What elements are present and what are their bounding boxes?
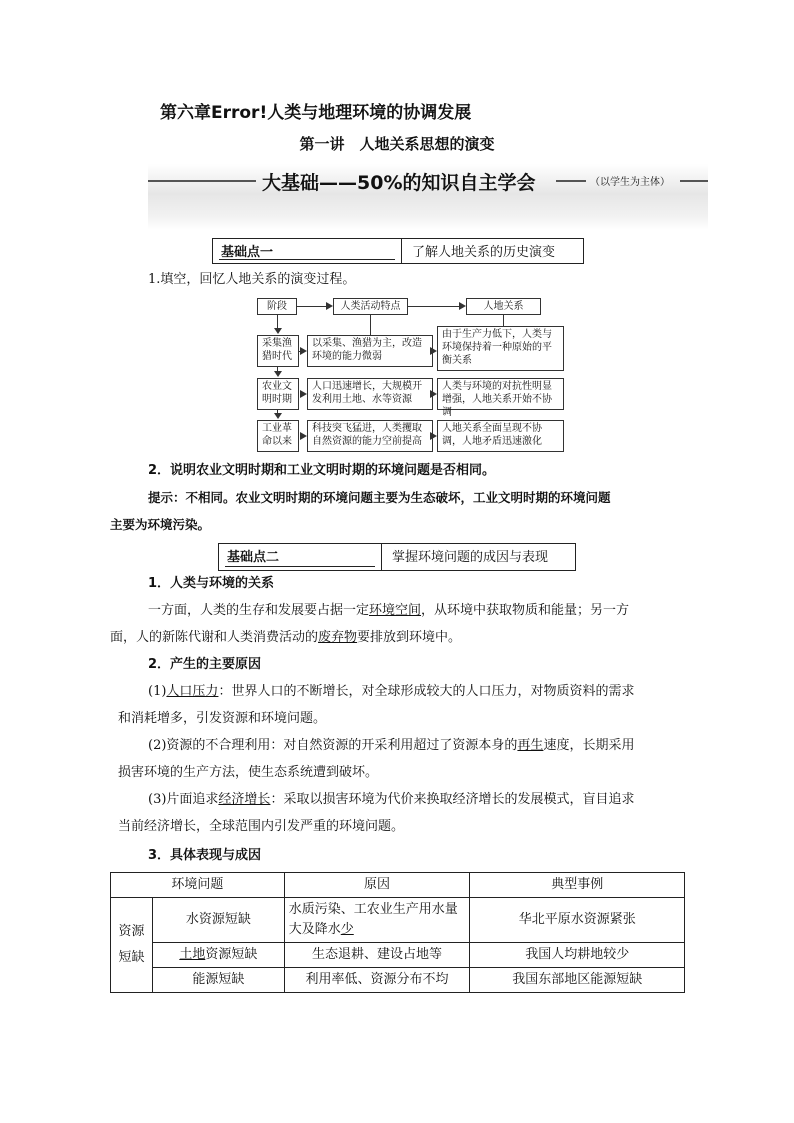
cause-item-3-cont: 当前经济增长，全球范围内引发严重的环境问题。	[118, 819, 405, 834]
arrow-icon	[300, 432, 307, 440]
arrow-down-icon	[274, 413, 282, 419]
fill-blank: 环境空间	[369, 603, 422, 618]
heading-relation: 1．人类与环境的关系	[148, 576, 275, 591]
flow-connector	[277, 315, 278, 329]
flow-activity-2: 人口迅速增长，大规模开发利用土地、水等资源	[307, 378, 433, 410]
paragraph-line: 一方面，人类的生存和发展要占据一定环境空间，从环境中获取物质和能量；另一方	[148, 603, 630, 618]
flow-stage-3: 工业革命以来	[257, 420, 299, 452]
table-header-cell: 典型事例	[470, 873, 685, 898]
cause-item-2: (2)资源的不合理利用：对自然资源的开采利用超过了资源本身的再生速度，长期采用	[148, 738, 635, 753]
knowledge-point-box-1	[212, 238, 584, 264]
cause-item-3: (3)片面追求经济增长：采取以损害环境为代价来换取经济增长的发展模式，盲目追求	[148, 792, 635, 807]
flow-activity-1: 以采集、渔猎为主，改造环境的能力微弱	[307, 335, 433, 367]
flow-stage-2: 农业文明时期	[257, 378, 299, 410]
knowledge-point-title: 掌握环境问题的成因与表现	[392, 550, 549, 565]
banner-rule-right	[556, 180, 586, 182]
banner-rule-left	[148, 180, 256, 182]
arrow-icon	[459, 302, 466, 310]
table-cell: 我国人均耕地较少	[470, 943, 685, 968]
fill-blank: 废弃物	[318, 630, 358, 645]
flow-header-relation: 人地关系	[466, 298, 541, 315]
table-cell: 利用率低、资源分布不均	[284, 968, 470, 993]
table-group-cell: 资源短缺	[111, 898, 153, 993]
flow-header-activity: 人类活动特点	[333, 298, 408, 315]
arrow-icon	[300, 390, 307, 398]
table-cell: 水质污染、工农业生产用水量大及降水少	[284, 898, 470, 943]
table-cell: 我国东部地区能源短缺	[470, 968, 685, 993]
arrow-icon	[326, 302, 333, 310]
knowledge-point-label: 基础点一	[213, 239, 402, 263]
heading-manifestations: 3．具体表现与成因	[148, 848, 262, 863]
fill-blank: 人口压力	[166, 684, 219, 699]
hint-line-1: 提示：不相同。农业文明时期的环境问题主要为生态破坏，工业文明时期的环境问题	[148, 490, 611, 505]
flow-connector	[503, 315, 504, 326]
flow-relation-2: 人类与环境的对抗性明显增强，人地关系开始不协调	[437, 378, 564, 410]
knowledge-point-title: 了解人地关系的历史演变	[412, 245, 556, 260]
flow-connector	[370, 315, 371, 335]
flow-relation-1: 由于生产力低下，人类与环境保持着一种原始的平衡关系	[437, 326, 564, 371]
table-cell: 土地资源短缺	[152, 943, 284, 968]
arrow-down-icon	[274, 371, 282, 377]
banner-rule-right-end	[680, 180, 708, 182]
section-title: 第一讲 人地关系思想的演变	[299, 135, 495, 153]
environment-problems-table	[110, 872, 685, 993]
question-1: 1.填空，回忆人地关系的演变过程。	[148, 272, 356, 287]
arrow-icon	[430, 390, 437, 398]
table-cell: 华北平原水资源紧张	[470, 898, 685, 943]
hint-line-2: 主要为环境污染。	[110, 517, 211, 532]
arrow-icon	[300, 347, 307, 355]
heading-causes: 2．产生的主要原因	[148, 657, 262, 672]
flow-activity-3: 科技突飞猛进，人类攫取自然资源的能力空前提高	[307, 420, 433, 452]
fill-blank: 少	[340, 922, 354, 937]
fill-blank: 再生	[517, 738, 544, 753]
flow-header-stage: 阶段	[257, 298, 297, 315]
question-2: 2．说明农业文明时期和工业文明时期的环境问题是否相同。	[148, 463, 496, 478]
table-header-row	[111, 873, 685, 898]
cause-item-1-cont: 和消耗增多，引发资源和环境问题。	[118, 711, 327, 726]
knowledge-point-label: 基础点二	[219, 544, 382, 570]
banner-title: 大基础——50%的知识自主学会	[262, 172, 536, 194]
flow-stage-1: 采集渔猎时代	[257, 335, 299, 367]
banner-note: （以学生为主体）	[590, 177, 670, 188]
cause-item-1: (1)人口压力：世界人口的不断增长，对全球形成较大的人口压力，对物质资料的需求	[148, 684, 635, 699]
table-cell: 生态退耕、建设占地等	[284, 943, 470, 968]
fill-blank: 经济增长	[218, 792, 271, 807]
paragraph-line: 面，人的新陈代谢和人类消费活动的废弃物要排放到环境中。	[110, 630, 462, 645]
table-row	[111, 898, 685, 943]
arrow-icon	[430, 432, 437, 440]
fill-blank: 土地	[179, 947, 206, 962]
table-row	[111, 968, 685, 993]
flow-connector	[297, 306, 327, 307]
table-row	[111, 943, 685, 968]
table-header-cell: 原因	[284, 873, 470, 898]
table-cell: 水资源短缺	[152, 898, 284, 943]
chapter-title: 第六章Error!人类与地理环境的协调发展	[160, 103, 472, 123]
arrow-down-icon	[274, 328, 282, 334]
table-header-cell: 环境问题	[111, 873, 285, 898]
flow-relation-3: 人地关系全面呈现不协调，人地矛盾迅速激化	[437, 420, 564, 452]
arrow-icon	[430, 347, 437, 355]
knowledge-point-box-2	[218, 543, 576, 571]
cause-item-2-cont: 损害环境的生产方法，使生态系统遭到破坏。	[118, 765, 379, 780]
flow-connector	[408, 306, 460, 307]
table-cell: 能源短缺	[152, 968, 284, 993]
